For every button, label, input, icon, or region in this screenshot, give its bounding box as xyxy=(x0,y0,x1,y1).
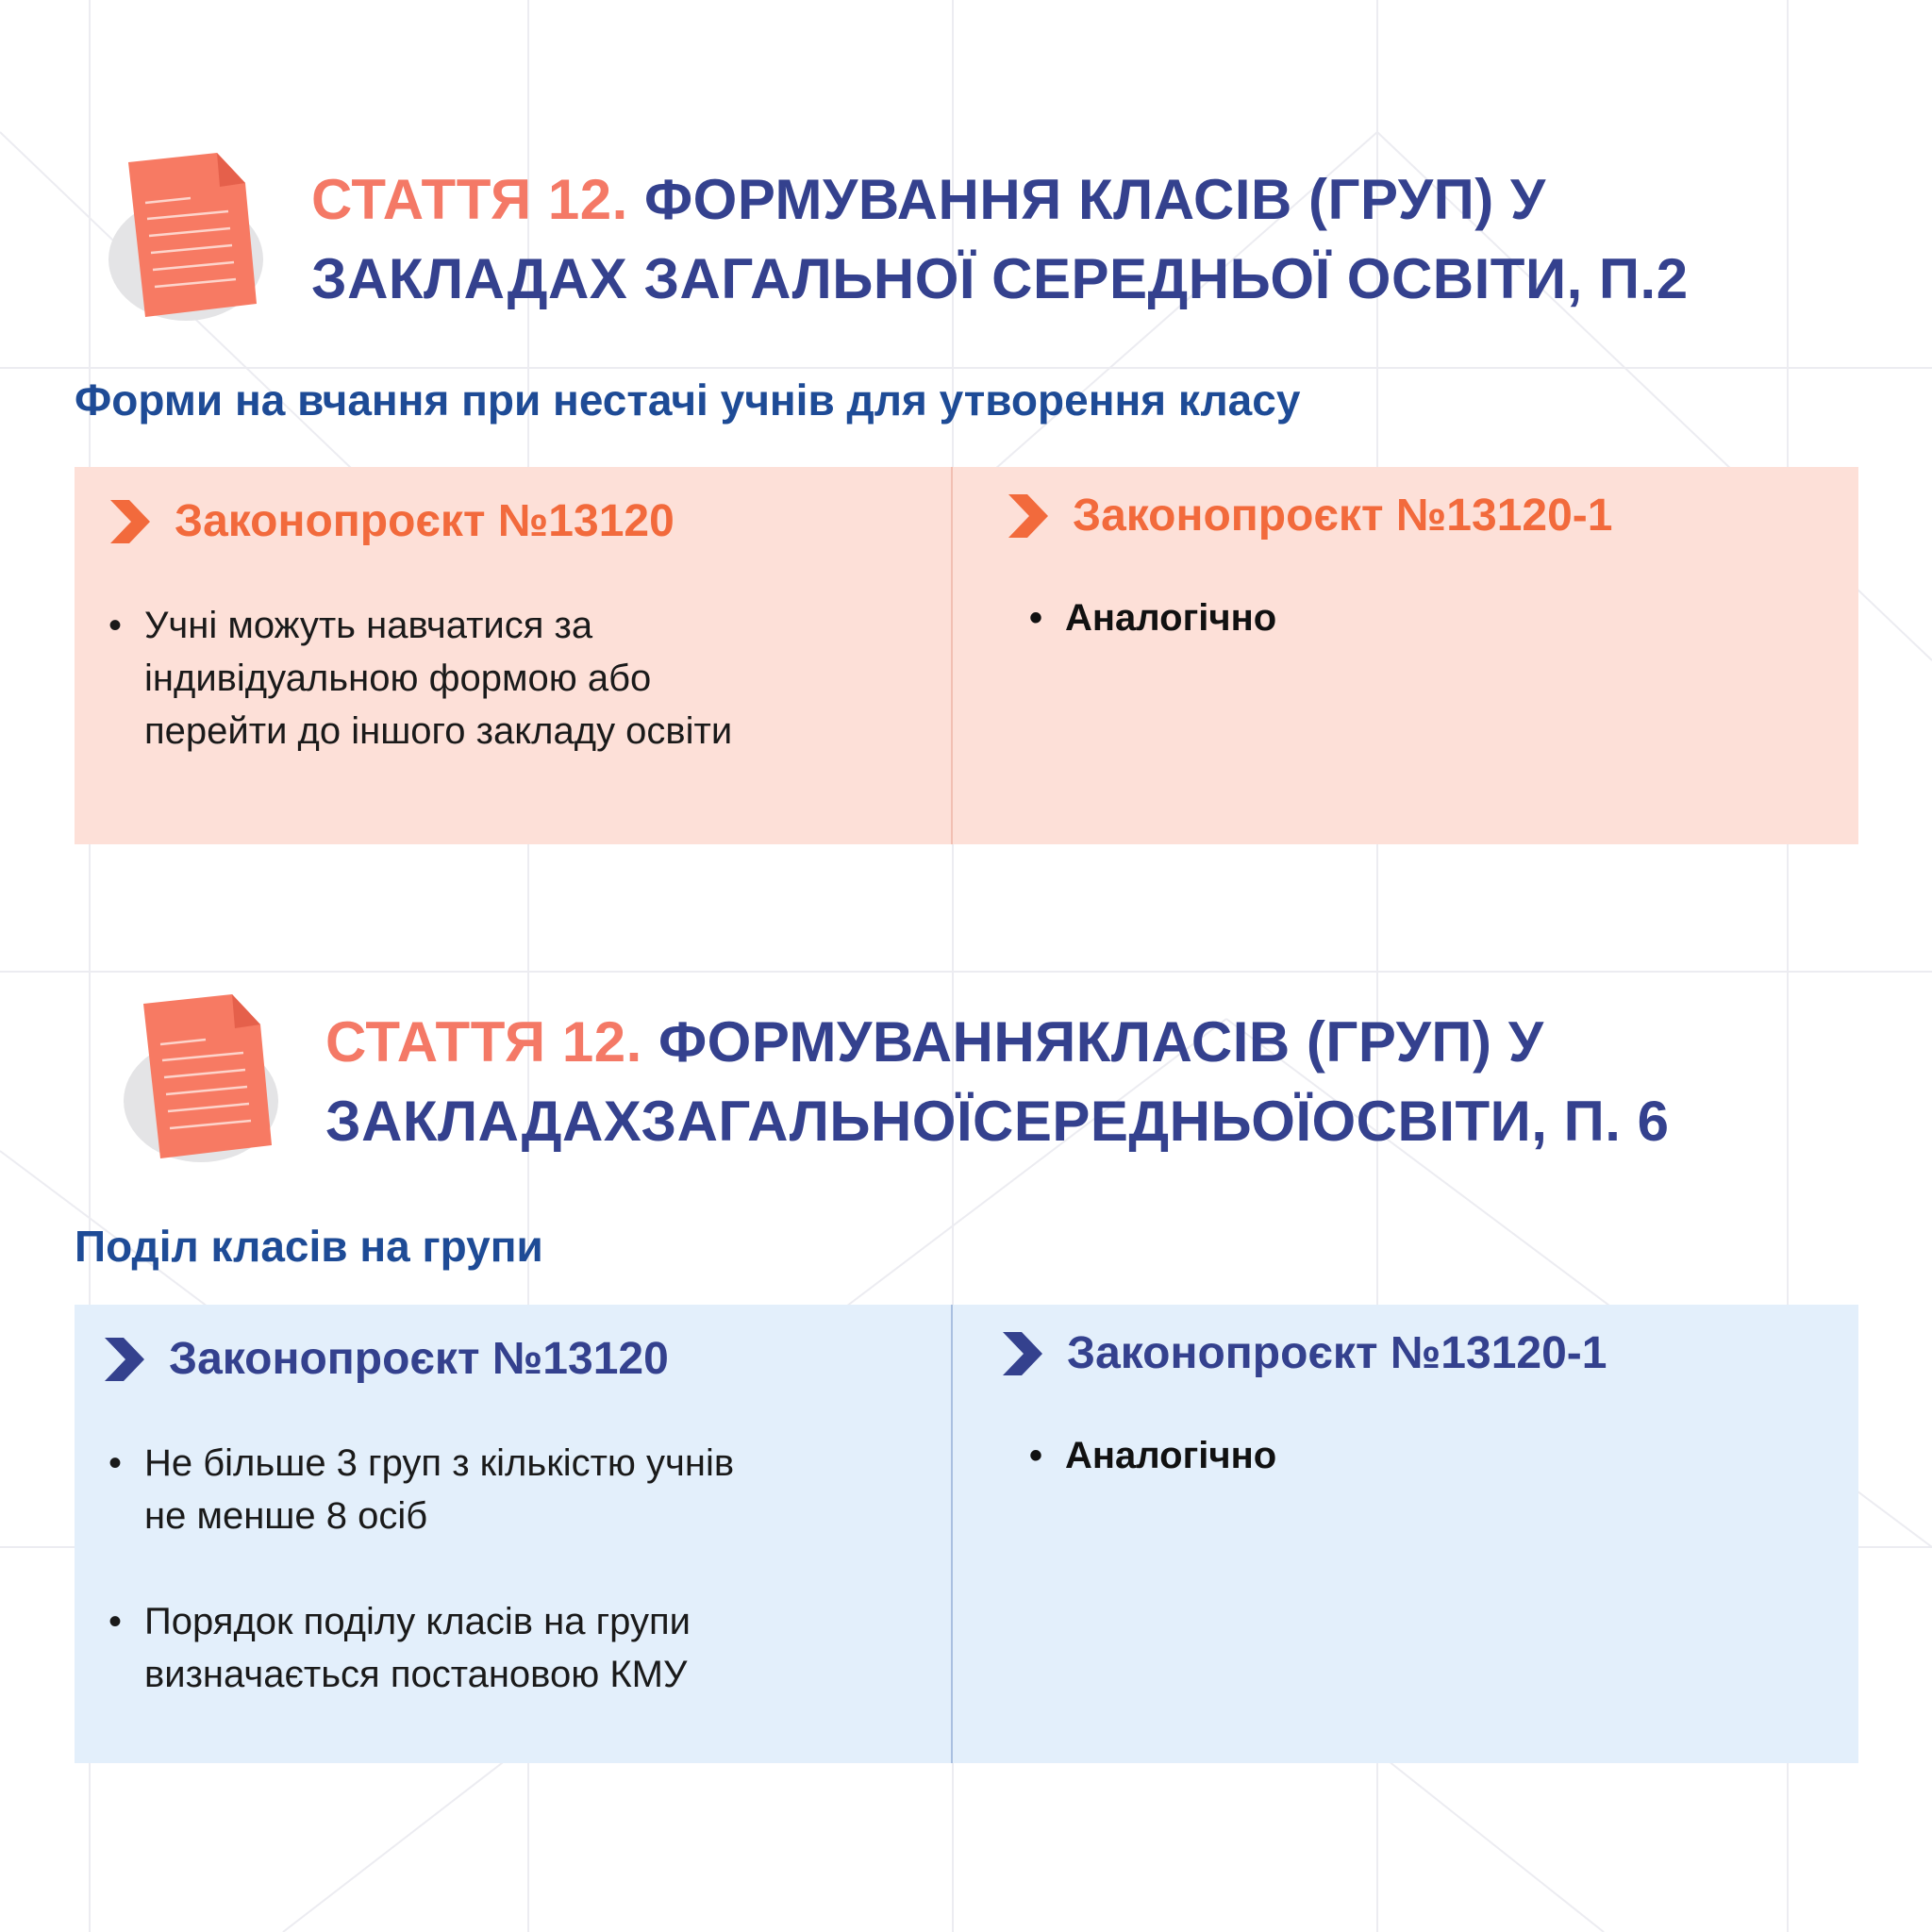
title-line-2: ЗАКЛАДАХ ЗАГАЛЬНОЇ СЕРЕДНЬОЇ ОСВІТИ, П.2 xyxy=(311,247,1689,310)
bill-title: Законопроєкт №13120-1 xyxy=(1073,491,1613,541)
title-accent: СТАТТЯ 12. xyxy=(325,1010,642,1074)
bill-title: Законопроєкт №13120 xyxy=(169,1334,669,1384)
bill-title: Законопроєкт №13120 xyxy=(175,496,675,546)
bullet-dot: • xyxy=(108,1442,123,1484)
section-title xyxy=(325,1003,1669,1161)
bill-title: Законопроєкт №13120-1 xyxy=(1067,1328,1607,1378)
list-item xyxy=(108,1437,920,1542)
list-item xyxy=(108,1595,920,1701)
document-icon xyxy=(121,992,291,1167)
section-subtitle: Форми на вчання при нестачі учнів для утворення класу xyxy=(75,375,1301,425)
title-line-1: ФОРМУВАННЯКЛАСІВ (ГРУП) У xyxy=(658,1010,1544,1074)
bullet-dot: • xyxy=(1029,1435,1043,1476)
bill-13120-1-heading xyxy=(1001,1327,1607,1380)
bullet-text-line: не менше 8 осіб xyxy=(144,1495,428,1537)
list-item xyxy=(1029,1429,1822,1482)
bill-13120-1-bullets xyxy=(1029,1429,1822,1535)
chevron-right-icon xyxy=(103,1336,146,1383)
bullet-text-line: Не більше 3 груп з кількістю учнів xyxy=(144,1442,735,1484)
bullet-text-line: визначається постановою КМУ xyxy=(144,1654,688,1695)
title-line-2: ЗАКЛАДАХЗАГАЛЬНОЇСЕРЕДНЬОЇОСВІТИ, П. 6 xyxy=(325,1090,1670,1153)
bullet-text-line: перейти до іншого закладу освіти xyxy=(144,710,733,752)
section-subtitle: Поділ класів на групи xyxy=(75,1222,543,1271)
bullet-text: Аналогічно xyxy=(1065,1435,1277,1476)
bullet-text-line: Порядок поділу класів на групи xyxy=(144,1601,691,1642)
bullet-text: Аналогічно xyxy=(1065,597,1277,639)
chevron-right-icon xyxy=(1001,1330,1044,1377)
bill-13120-heading xyxy=(103,1333,669,1386)
bullet-text-line: індивідуальною формою або xyxy=(144,658,652,699)
column-divider xyxy=(951,1305,953,1763)
bullet-text-line: Учні можуть навчатися за xyxy=(144,605,593,646)
title-line-1: ФОРМУВАННЯ КЛАСІВ (ГРУП) У xyxy=(643,168,1546,231)
comparison-panel xyxy=(75,1305,1858,1763)
bullet-dot: • xyxy=(108,1601,123,1642)
bill-13120-bullets xyxy=(108,1437,920,1754)
bullet-dot: • xyxy=(1029,597,1043,639)
bullet-dot: • xyxy=(108,605,123,646)
title-accent: СТАТТЯ 12. xyxy=(311,168,628,231)
